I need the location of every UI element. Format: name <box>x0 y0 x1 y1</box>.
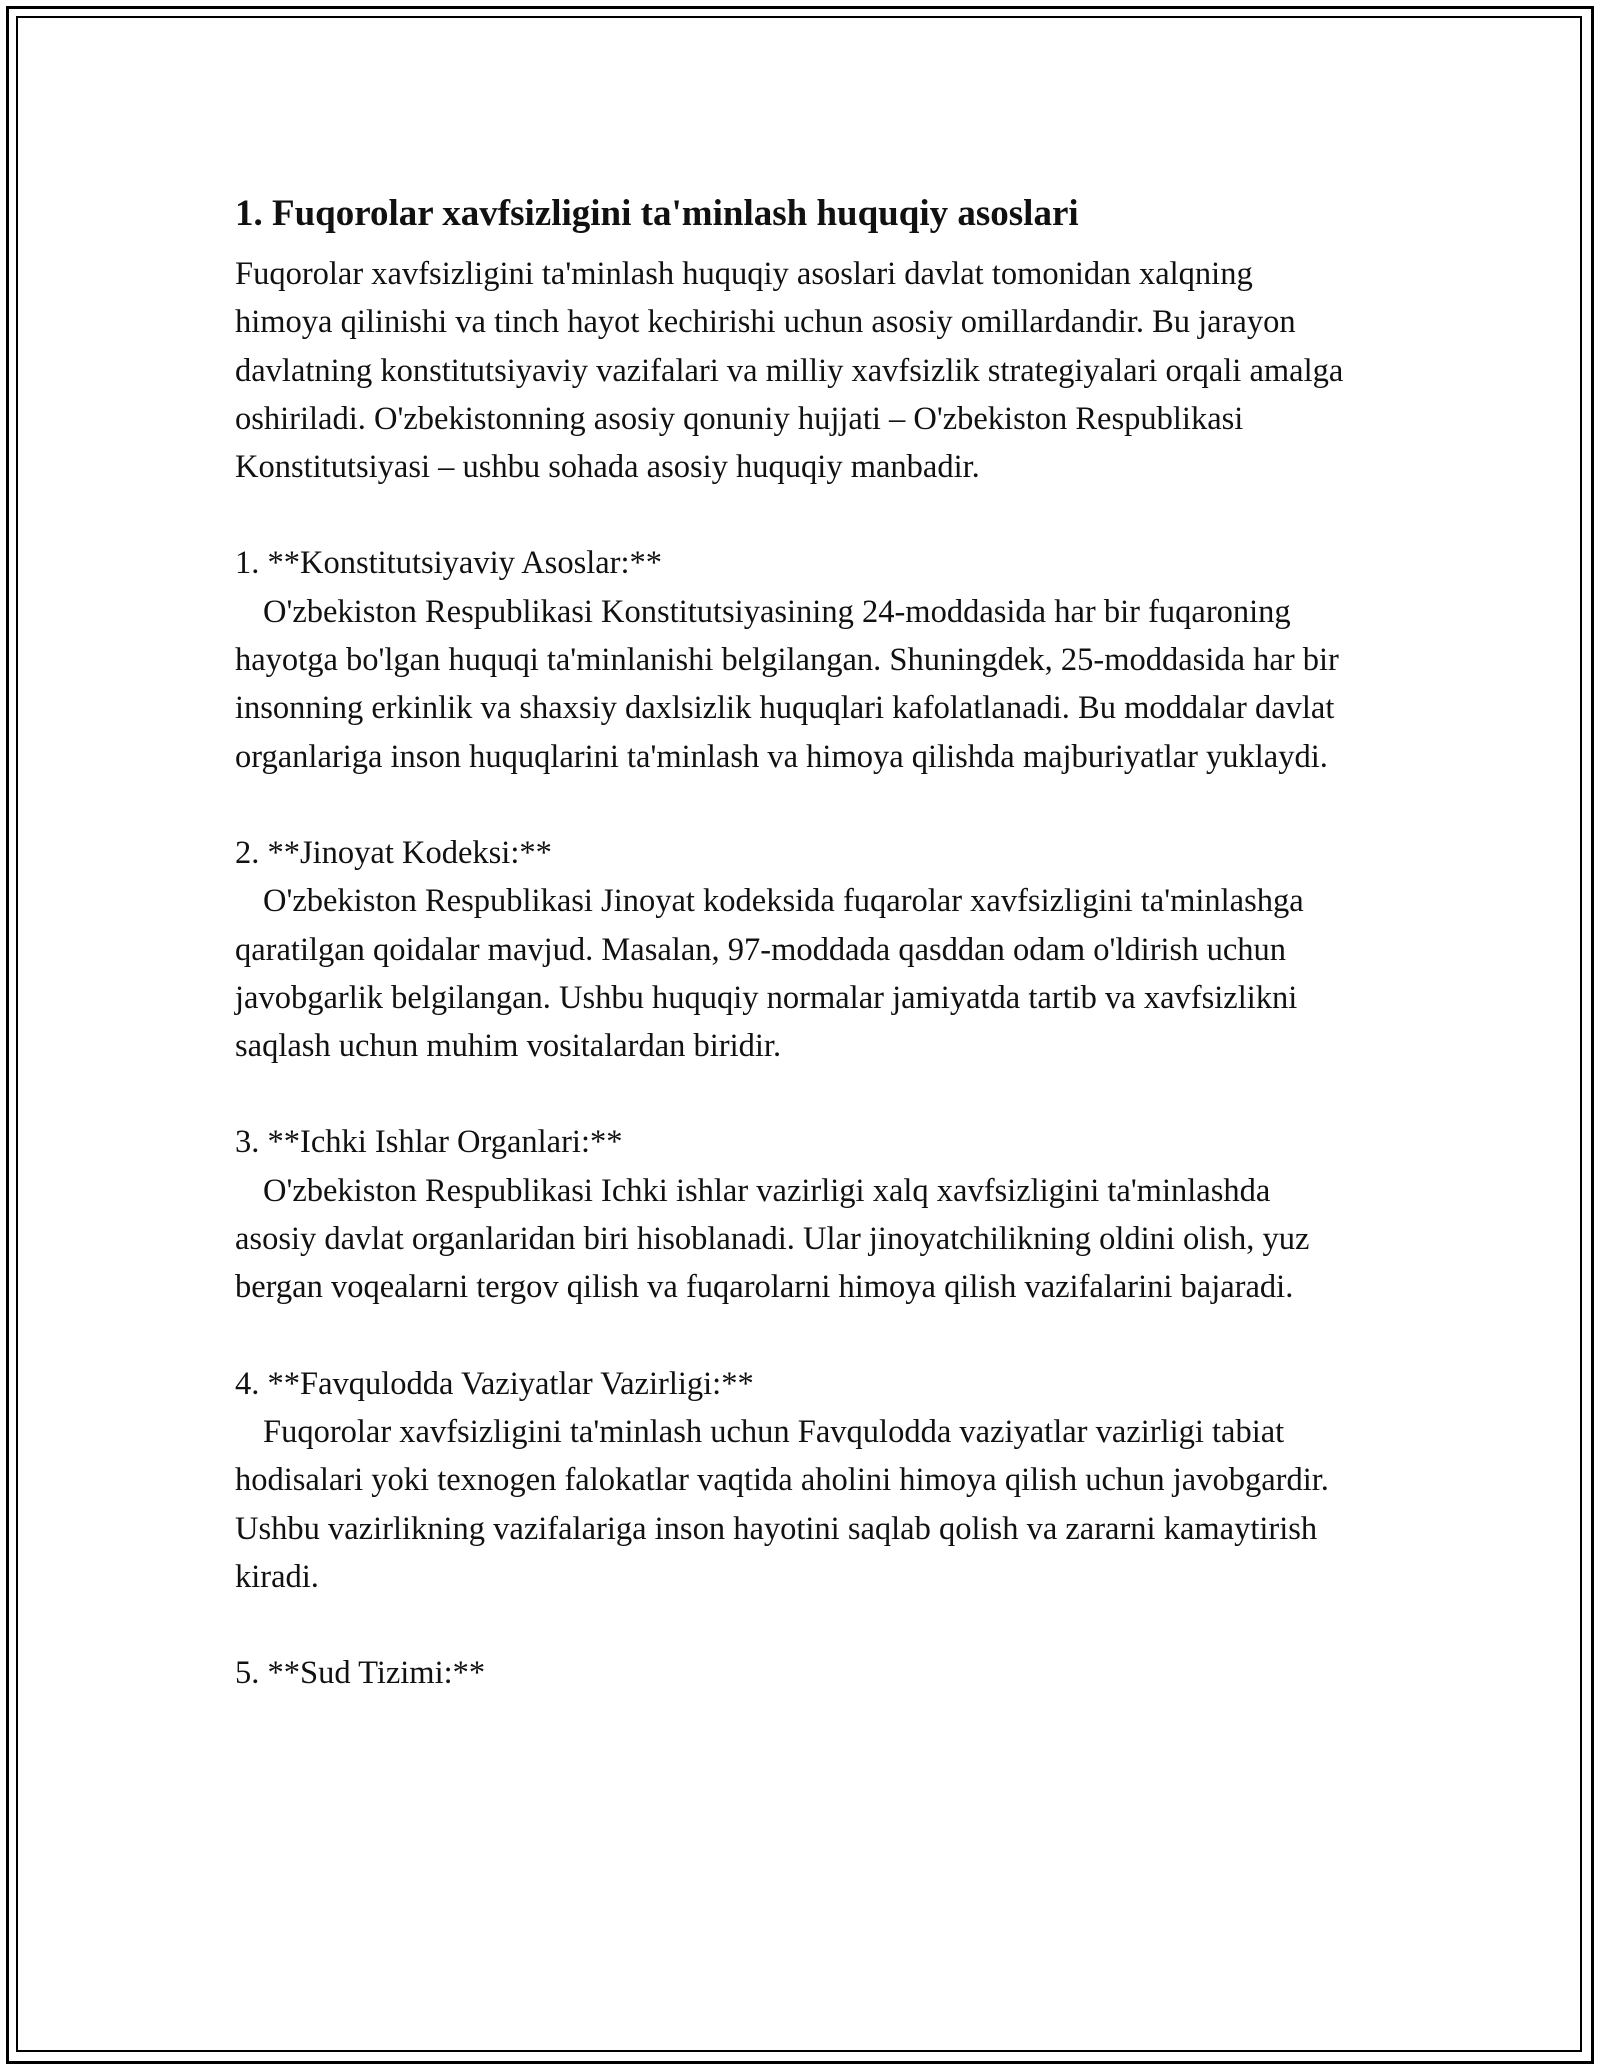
intro-paragraph: Fuqorolar xavfsizligini ta'minlash huquqiy asoslari davlat tomonidan xalqning himoya qilinishi va tinch hayot kechirishi uchun asosiy omillardandir. Bu jarayon davlatning konstitutsiyaviy vazifalari va milliy xavfsizlik strategiyalari orqali amalga oshiriladi. O'zbekistonning asosiy qonuniy hujjati – O'zbekiston Respublikasi Konstitutsiyasi – ushbu sohada asosiy huquqiy manbadir. <box>235 256 1344 486</box>
section-title: 2. **Jinoyat Kodeksi:** <box>235 834 552 871</box>
section-body: O'zbekiston Respublikasi Konstitutsiyasining 24-moddasida har bir fuqaroning hayotga bo'lgan huquqi ta'minlanishi belgilangan. Shuningdek, 25-moddasida har bir insonning erkinlik va shaxsiy daxlsizlik huquqlari kafolatlanadi. Bu moddalar davlat organlariga inson huquqlarini ta'minlash va himoya qilishda majburiyatlar yuklaydi. <box>235 593 1339 775</box>
section-body: O'zbekiston Respublikasi Ichki ishlar vazirligi xalq xavfsizligini ta'minlashda asosiy davlat organlaridan biri hisoblanadi. Ular jinoyatchilikning oldini olish, yuz bergan voqealarni tergov qilish va fuqarolarni himoya qilish vazifalarini bajaradi. <box>235 1172 1310 1306</box>
document-heading: 1. Fuqorolar xavfsizligini ta'minlash huquqiy asoslari <box>235 193 1079 234</box>
section-title: 5. **Sud Tizimi:** <box>235 1655 486 1692</box>
section-emergency-ministry <box>235 1360 1355 1601</box>
section-body: Fuqorolar xavfsizligini ta'minlash uchun Favqulodda vaziyatlar vazirligi tabiat hodisalari yoki texnogen falokatlar vaqtida aholini himoya qilish uchun javobgardir. Ushbu vazirlikning vazifalariga inson hayotini saqlab qolish va zararni kamaytirish kiradi. <box>235 1413 1329 1595</box>
section-court-system <box>235 1649 1355 1697</box>
section-title: 1. **Konstitutsiyaviy Asoslar:** <box>235 545 663 582</box>
section-constitutional <box>235 539 1355 780</box>
section-title: 4. **Favqulodda Vaziyatlar Vazirligi:** <box>235 1365 754 1402</box>
section-title: 3. **Ichki Ishlar Organlari:** <box>235 1124 623 1161</box>
document-body <box>235 184 1355 1697</box>
section-body: O'zbekiston Respublikasi Jinoyat kodeksida fuqarolar xavfsizligini ta'minlashga qaratilgan qoidalar mavjud. Masalan, 97-moddada qasddan odam o'ldirish uchun javobgarlik belgilangan. Ushbu huquqiy normalar jamiyatda tartib va xavfsizlikni saqlash uchun muhim vositalardan biridir. <box>235 883 1304 1065</box>
section-internal-affairs <box>235 1118 1355 1311</box>
section-criminal-code <box>235 829 1355 1070</box>
